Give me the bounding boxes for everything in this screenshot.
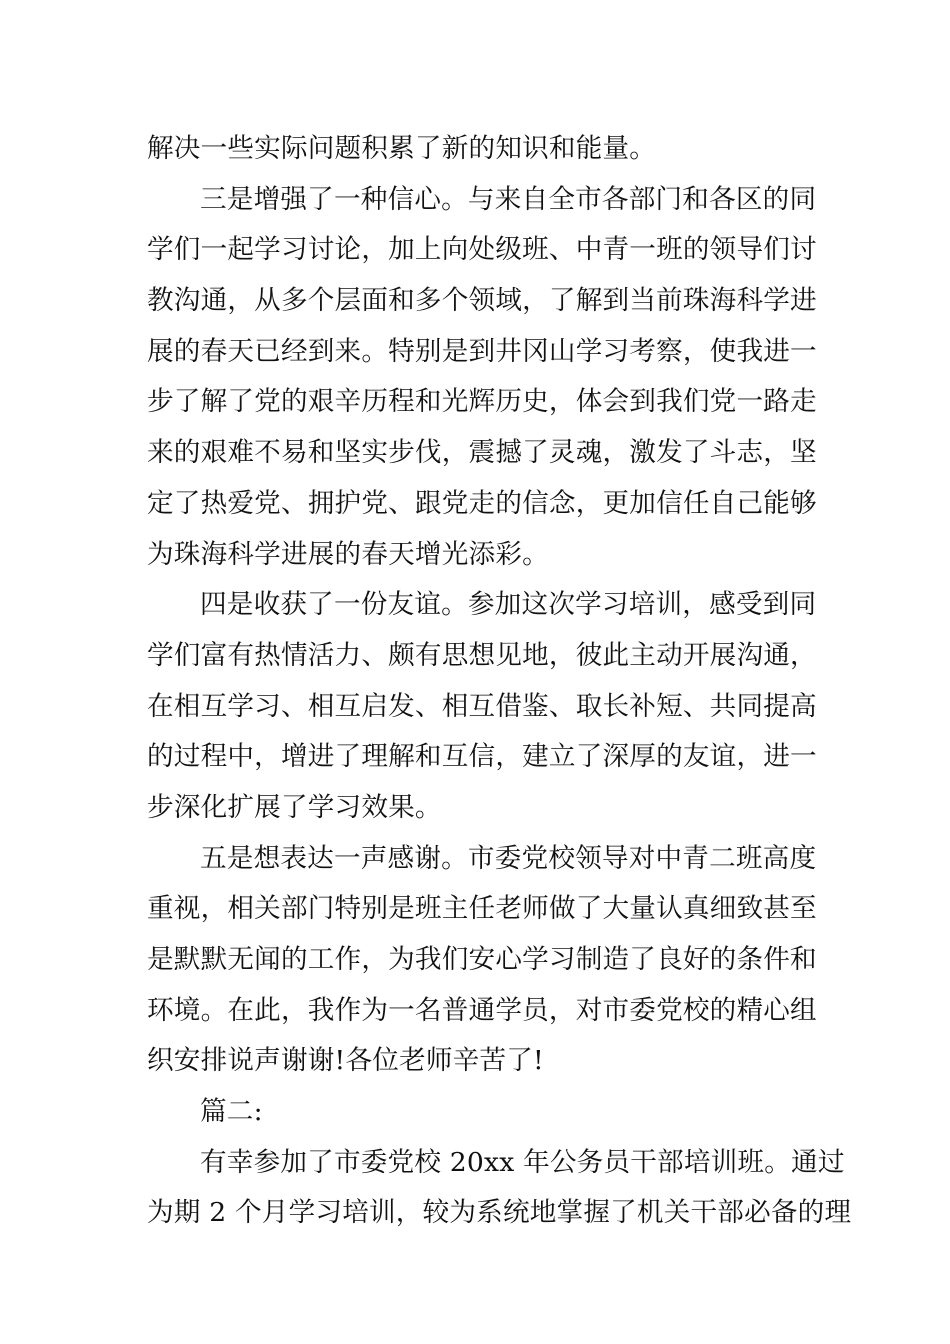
text-line: 为期 2 个月学习培训，较为系统地掌握了机关干部必备的理 [147, 1197, 852, 1229]
text-line: 展的春天已经到来。特别是到井冈山学习考察，使我进一 [147, 335, 817, 367]
text-line: 有幸参加了市委党校 20xx 年公务员干部培训班。通过 [200, 1146, 845, 1178]
text-line: 解决一些实际问题积累了新的知识和能量。 [147, 133, 657, 164]
text-line: 步深化扩展了学习效果。 [147, 791, 442, 823]
section-heading: 篇二: [200, 1096, 263, 1128]
document-body [147, 124, 852, 1239]
text-line: 重视，相关部门特别是班主任老师做了大量认真细致甚至 [147, 893, 817, 925]
text-line: 学们富有热情活力、颇有思想见地，彼此主动开展沟通， [147, 639, 817, 671]
text-line: 学们一起学习讨论，加上向处级班、中青一班的领导们讨 [147, 234, 817, 266]
text-line: 环境。在此，我作为一名普通学员，对市委党校的精心组 [147, 994, 817, 1026]
text-line: 为珠海科学进展的春天增光添彩。 [147, 538, 549, 570]
text-line: 的过程中，增进了理解和互信，建立了深厚的友谊，进一 [147, 741, 817, 773]
text-line: 来的艰难不易和坚实步伐，震撼了灵魂，激发了斗志，坚 [147, 437, 817, 469]
text-line: 步了解了党的艰辛历程和光辉历史，体会到我们党一路走 [147, 386, 817, 418]
text-line: 教沟通，从多个层面和多个领域，了解到当前珠海科学进 [147, 285, 817, 317]
text-line: 在相互学习、相互启发、相互借鉴、取长补短、共同提高 [147, 690, 817, 722]
text-line: 四是收获了一份友谊。参加这次学习培训，感受到同 [200, 589, 817, 621]
text-line: 织安排说声谢谢!各位老师辛苦了! [147, 1045, 544, 1077]
text-line: 三是增强了一种信心。与来自全市各部门和各区的同 [200, 183, 817, 215]
text-line: 是默默无闻的工作，为我们安心学习制造了良好的条件和 [147, 944, 817, 975]
text-line: 定了热爱党、拥护党、跟党走的信念，更加信任自己能够 [147, 487, 817, 519]
text-line: 五是想表达一声感谢。市委党校领导对中青二班高度 [200, 842, 817, 874]
